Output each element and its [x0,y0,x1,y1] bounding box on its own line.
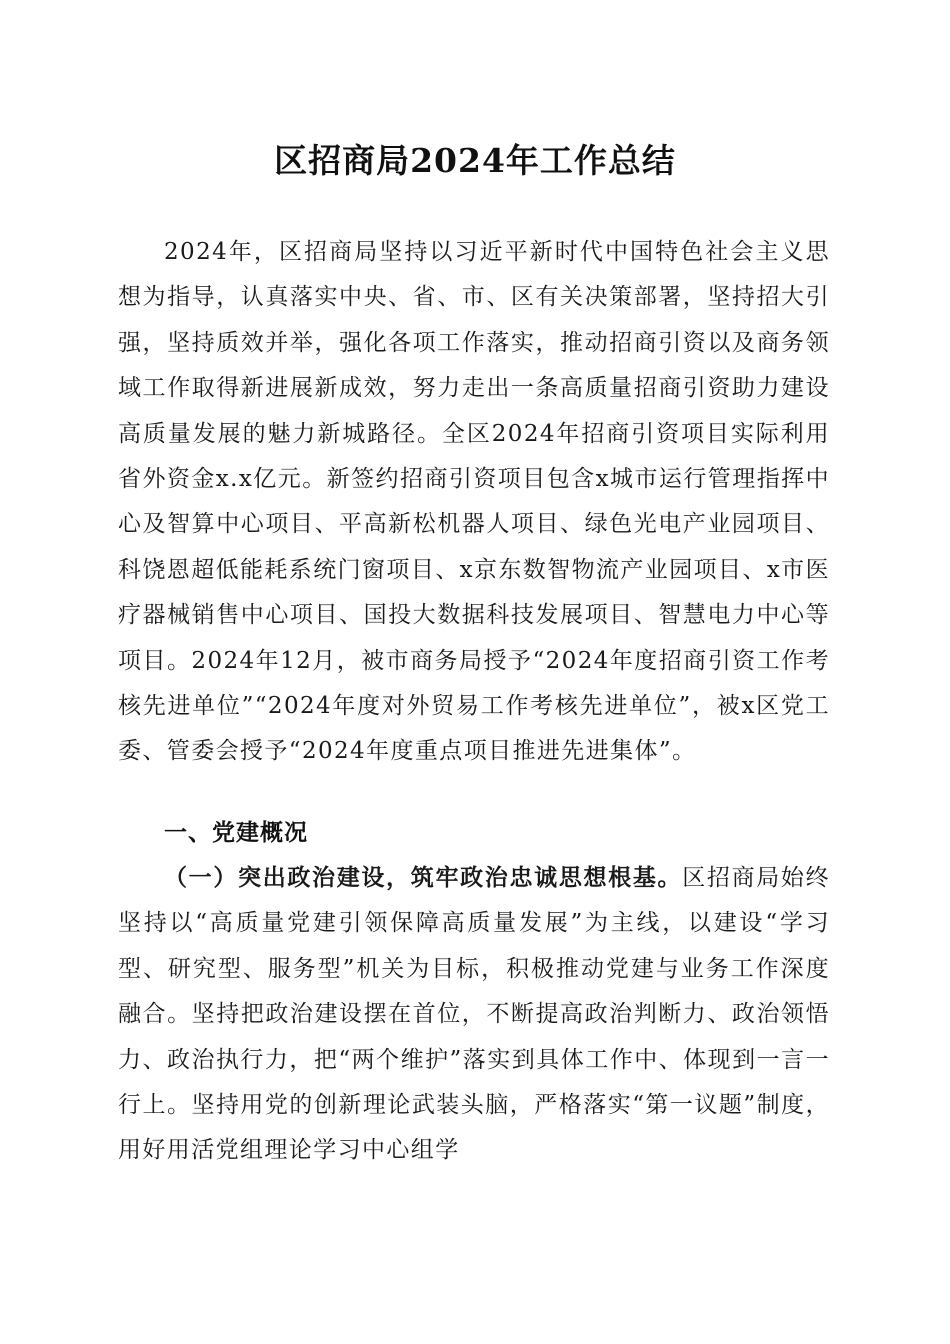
document-title: 区招商局2024年工作总结 [274,141,676,180]
subsection-body: 区招商局始终坚持以“高质量党建引领保障高质量发展”为主线，以建设“学习型、研究型、服务型”机关为目标，积极推动党建与业务工作深度融合。坚持把政治建设摆在首位，不断提高政治判断力、政治领悟力、政治执行力，把“两个维护”落实到具体工作中、体现到一言一行上。坚持用党的创新理论武装头脑，严格落实“第一议题”制度，用好用活党组理论学习中心组学 [118,865,831,1164]
section-heading-party-building: 一、党建概况 [164,820,308,846]
subsection-paragraph [118,856,830,1174]
intro-paragraph: 2024年，区招商局坚持以习近平新时代中国特色社会主义思想为指导，认真落实中央、省、市、区有关决策部署，坚持招大引强，坚持质效并举，强化各项工作落实，推动招商引资以及商务领域工作取得新进展新成效，努力走出一条高质量招商引资助力建设高质量发展的魅力新城路径。全区2024年招商引资项目实际利用省外资金x.x亿元。新签约招商引资项目包含x城市运行管理指挥中心及智算中心项目、平高新松机器人项目、绿色光电产业园项目、科饶恩超低能耗系统门窗项目、x京东数智物流产业园项目、x市医疗器械销售中心项目、国投大数据科技发展项目、智慧电力中心等项目。2024年12月，被市商务局授予“2024年度招商引资工作考核先进单位”“2024年度对外贸易工作考核先进单位”，被x区党工委、管委会授予“2024年度重点项目推进先进集体”。 [118,239,830,765]
subsection-heading-political-building: （一）突出政治建设，筑牢政治忠诚思想根基。 [164,865,683,891]
